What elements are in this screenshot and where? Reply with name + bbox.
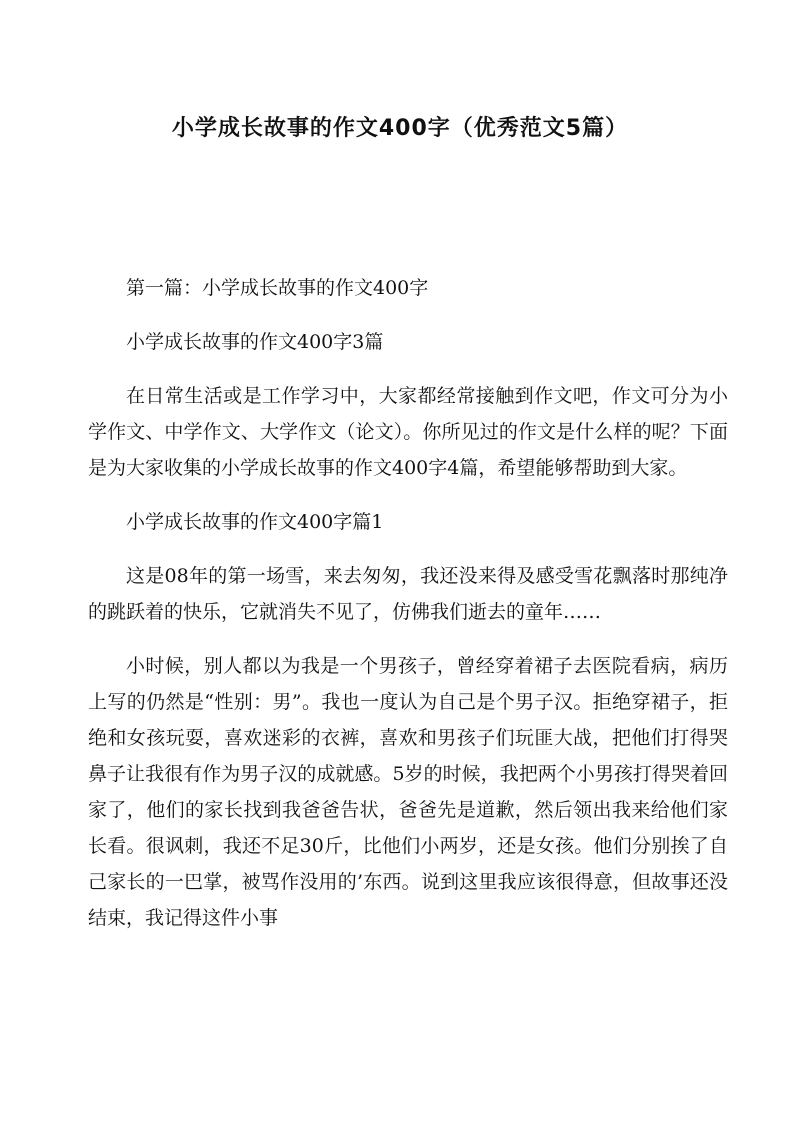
document-body	[88, 270, 728, 954]
paragraph-intro: 在日常生活或是工作学习中，大家都经常接触到作文吧，作文可分为小学作文、中学作文、大学作文（论文）。你所见过的作文是什么样的呢？下面是为大家收集的小学成长故事的作文400字4篇，希望能够帮助到大家。	[88, 385, 728, 479]
paragraph-subtitle: 小学成长故事的作文400字3篇	[126, 331, 384, 353]
paragraph-section-heading: 第一篇：小学成长故事的作文400字	[126, 277, 429, 299]
paragraph-essay-body: 小时候，别人都以为我是一个男孩子，曾经穿着裙子去医院看病，病历上写的仍然是“性别：男”。我也一度认为自己是个男子汉。拒绝穿裙子，拒绝和女孩玩耍，喜欢迷彩的衣裤，喜欢和男孩子们玩匪大战，把他们打得哭鼻子让我很有作为男子汉的成就感。5岁的时候，我把两个小男孩打得哭着回家了，他们的家长找到我爸爸告状，爸爸先是道歉，然后领出我来给他们家长看。很讽刺，我还不足30斤，比他们小两岁，还是女孩。他们分别挨了自己家长的一巴掌，被骂作没用的’东西。说到这里我应该很得意，但故事还没结束，我记得这件小事	[88, 655, 728, 929]
document-title: 小学成长故事的作文400字（优秀范文5篇）	[171, 116, 629, 141]
paragraph-essay-heading: 小学成长故事的作文400字篇1	[126, 511, 384, 533]
paragraph-essay-opening: 这是08年的第一场雪，来去匆匆，我还没来得及感受雪花飘落时那纯净的跳跃着的快乐，它就消失不见了，仿佛我们逝去的童年……	[88, 565, 728, 623]
